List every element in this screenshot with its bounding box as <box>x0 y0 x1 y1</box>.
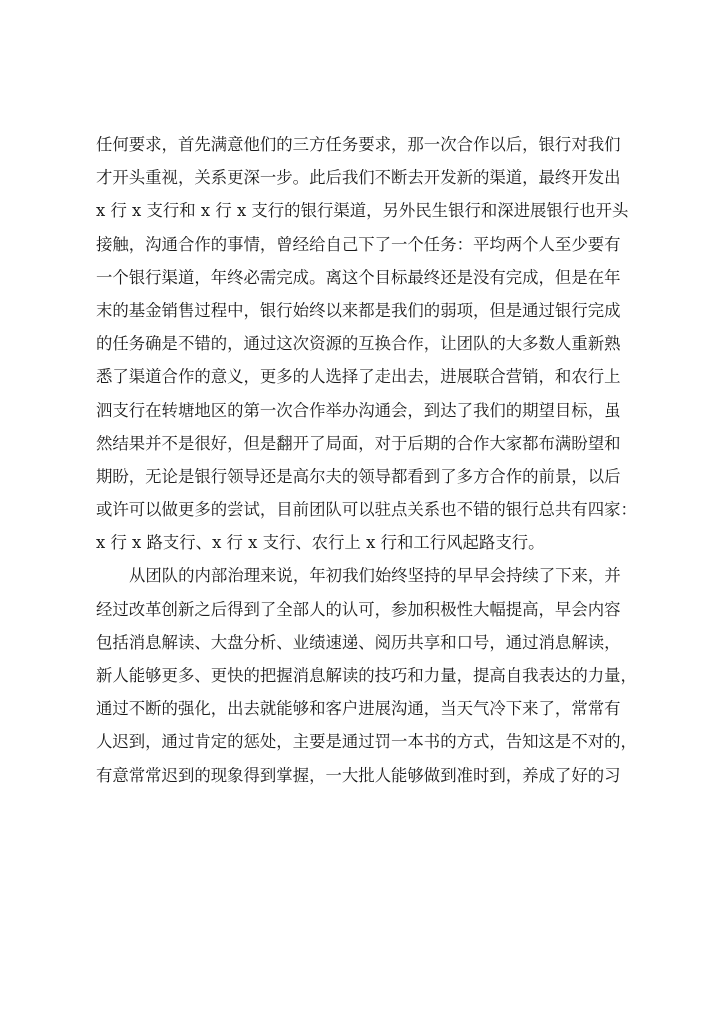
body-text-line: 的任务确是不错的，通过这次资源的互换合作，让团队的大多数人重新熟 <box>96 334 621 354</box>
body-text-line: 期盼，无论是银行领导还是高尔夫的领导都看到了多方合作的前景，以后 <box>96 466 621 486</box>
body-text-line: 经过改革创新之后得到了全部人的认可，参加积极性大幅提高，早会内容 <box>96 599 621 619</box>
body-text-line: 人迟到，通过肯定的惩处，主要是通过罚一本书的方式，告知这是不对的， <box>96 732 637 752</box>
document-body <box>96 128 636 792</box>
body-text-line: 然结果并不是很好，但是翻开了局面，对于后期的合作大家都布满盼望和 <box>96 433 621 453</box>
body-text-line: 新人能够更多、更快的把握消息解读的技巧和力量，提高自我表达的力量， <box>96 666 637 685</box>
body-text-line: 有意常常迟到的现象得到掌握，一大批人能够做到准时到，养成了好的习 <box>96 765 621 785</box>
body-text-line: 任何要求，首先满意他们的三方任务要求，那一次合作以后，银行对我们 <box>96 135 621 154</box>
body-text-line: 通过不断的强化，出去就能够和客户进展沟通，当天气冷下来了，常常有 <box>96 699 621 719</box>
paragraph-first-line: 从团队的内部治理来说，年初我们始终坚持的早早会持续了下来，并 <box>129 566 621 586</box>
body-text-line: 接触，沟通合作的事情，曾经给自己下了一个任务：平均两个人至少要有 <box>96 234 621 254</box>
body-text-line: 泗支行在转塘地区的第一次合作举办沟通会，到达了我们的期望目标，虽 <box>96 400 621 420</box>
body-text-line: 悉了渠道合作的意义，更多的人选择了走出去，进展联合营销，和农行上 <box>96 367 621 387</box>
body-text-line: x 行 x 支行和 x 行 x 支行的银行渠道，另外民生银行和深进展银行也开头 <box>96 201 629 221</box>
body-text-line: 末的基金销售过程中，银行始终以来都是我们的弱项，但是通过银行完成 <box>96 300 621 320</box>
body-text-line: 才开头重视，关系更深一步。此后我们不断去开发新的渠道，最终开发出 <box>96 168 621 188</box>
body-text-line: x 行 x 路支行、x 行 x 支行、农行上 x 行和工行风起路支行。 <box>96 533 545 553</box>
body-text-line: 包括消息解读、大盘分析、业绩速递、阅历共享和口号，通过消息解读， <box>96 632 621 652</box>
body-text-line: 一个银行渠道，年终必需完成。离这个目标最终还是没有完成，但是在年 <box>96 267 621 287</box>
body-text-line: 或许可以做更多的尝试，目前团队可以驻点关系也不错的银行总共有四家： <box>96 500 637 520</box>
